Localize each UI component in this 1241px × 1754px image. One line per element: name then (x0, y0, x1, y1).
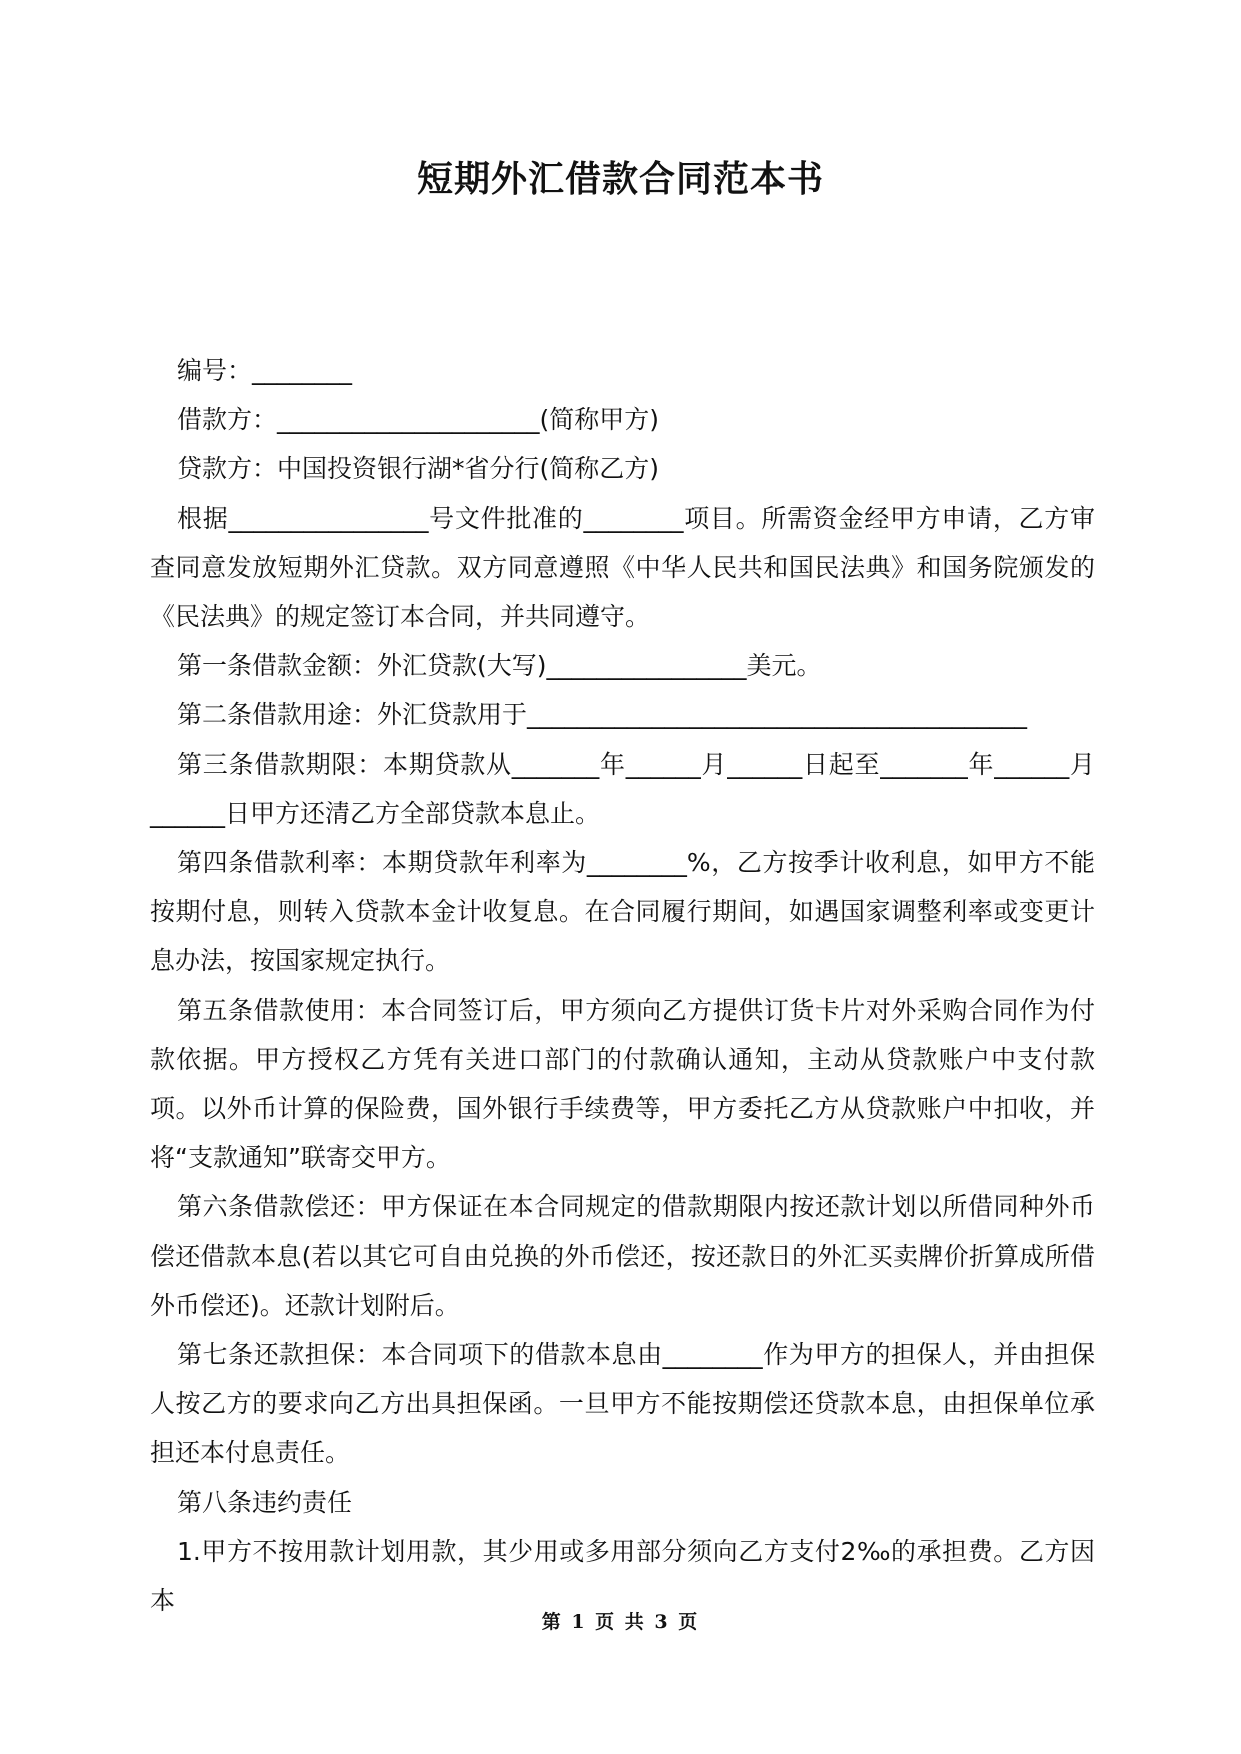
document-body (150, 346, 1095, 1625)
page-footer: 第 1 页 共 3 页 (541, 1611, 700, 1633)
contract-number-line: 编号：________ (177, 356, 353, 385)
article-8-clause-1: 1.甲方不按用款计划用款，其少用或多用部分须向乙方支付2‰的承担费。乙方因本 (150, 1536, 1095, 1616)
article-5-loan-use: 第五条借款使用：本合同签订后，甲方须向乙方提供订货卡片对外采购合同作为付款依据。甲方授权乙方凭有关进口部门的付款确认通知，主动从贷款账户中支付款项。以外币计算的保险费，国外银行手续费等，甲方委托乙方从贷款账户中扣收，并将“支款通知”联寄交甲方。 (150, 995, 1095, 1173)
article-3-loan-term: 第三条借款期限：本期贷款从_______年______月______日起至_______年______月______日甲方还清乙方全部贷款本息止。 (150, 749, 1095, 828)
borrower-line: 借款方：_____________________(简称甲方) (177, 405, 660, 435)
article-2-loan-purpose: 第二条借款用途：外汇贷款用于________________________________________ (177, 700, 1028, 730)
article-4-interest-rate: 第四条借款利率：本期贷款年利率为________%，乙方按季计收利息，如甲方不能按期付息，则转入贷款本金计收复息。在合同履行期间，如遇国家调整利率或变更计息办法，按国家规定执行。 (150, 848, 1095, 976)
article-6-repayment: 第六条借款偿还：甲方保证在本合同规定的借款期限内按还款计划以所借同种外币偿还借款本息(若以其它可自由兑换的外币偿还，按还款日的外汇买卖牌价折算成所借外币偿还)。还款计划附后。 (150, 1192, 1095, 1320)
article-1-loan-amount: 第一条借款金额：外汇贷款(大写)________________美元。 (177, 651, 822, 681)
document-title: 短期外汇借款合同范本书 (416, 159, 824, 200)
preamble-paragraph: 根据________________号文件批准的________项目。所需资金经甲方申请，乙方审查同意发放短期外汇贷款。双方同意遵照《中华人民共和国民法典》和国务院颁发的《民法典》的规定签订本合同，并共同遵守。 (150, 503, 1095, 632)
lender-line: 贷款方：中国投资银行湖*省分行(简称乙方) (177, 454, 660, 484)
article-7-guarantee: 第七条还款担保：本合同项下的借款本息由________作为甲方的担保人，并由担保人按乙方的要求向乙方出具担保函。一旦甲方不能按期偿还贷款本息，由担保单位承担还本付息责任。 (150, 1340, 1095, 1468)
article-8-heading: 第八条违约责任 (177, 1487, 353, 1517)
